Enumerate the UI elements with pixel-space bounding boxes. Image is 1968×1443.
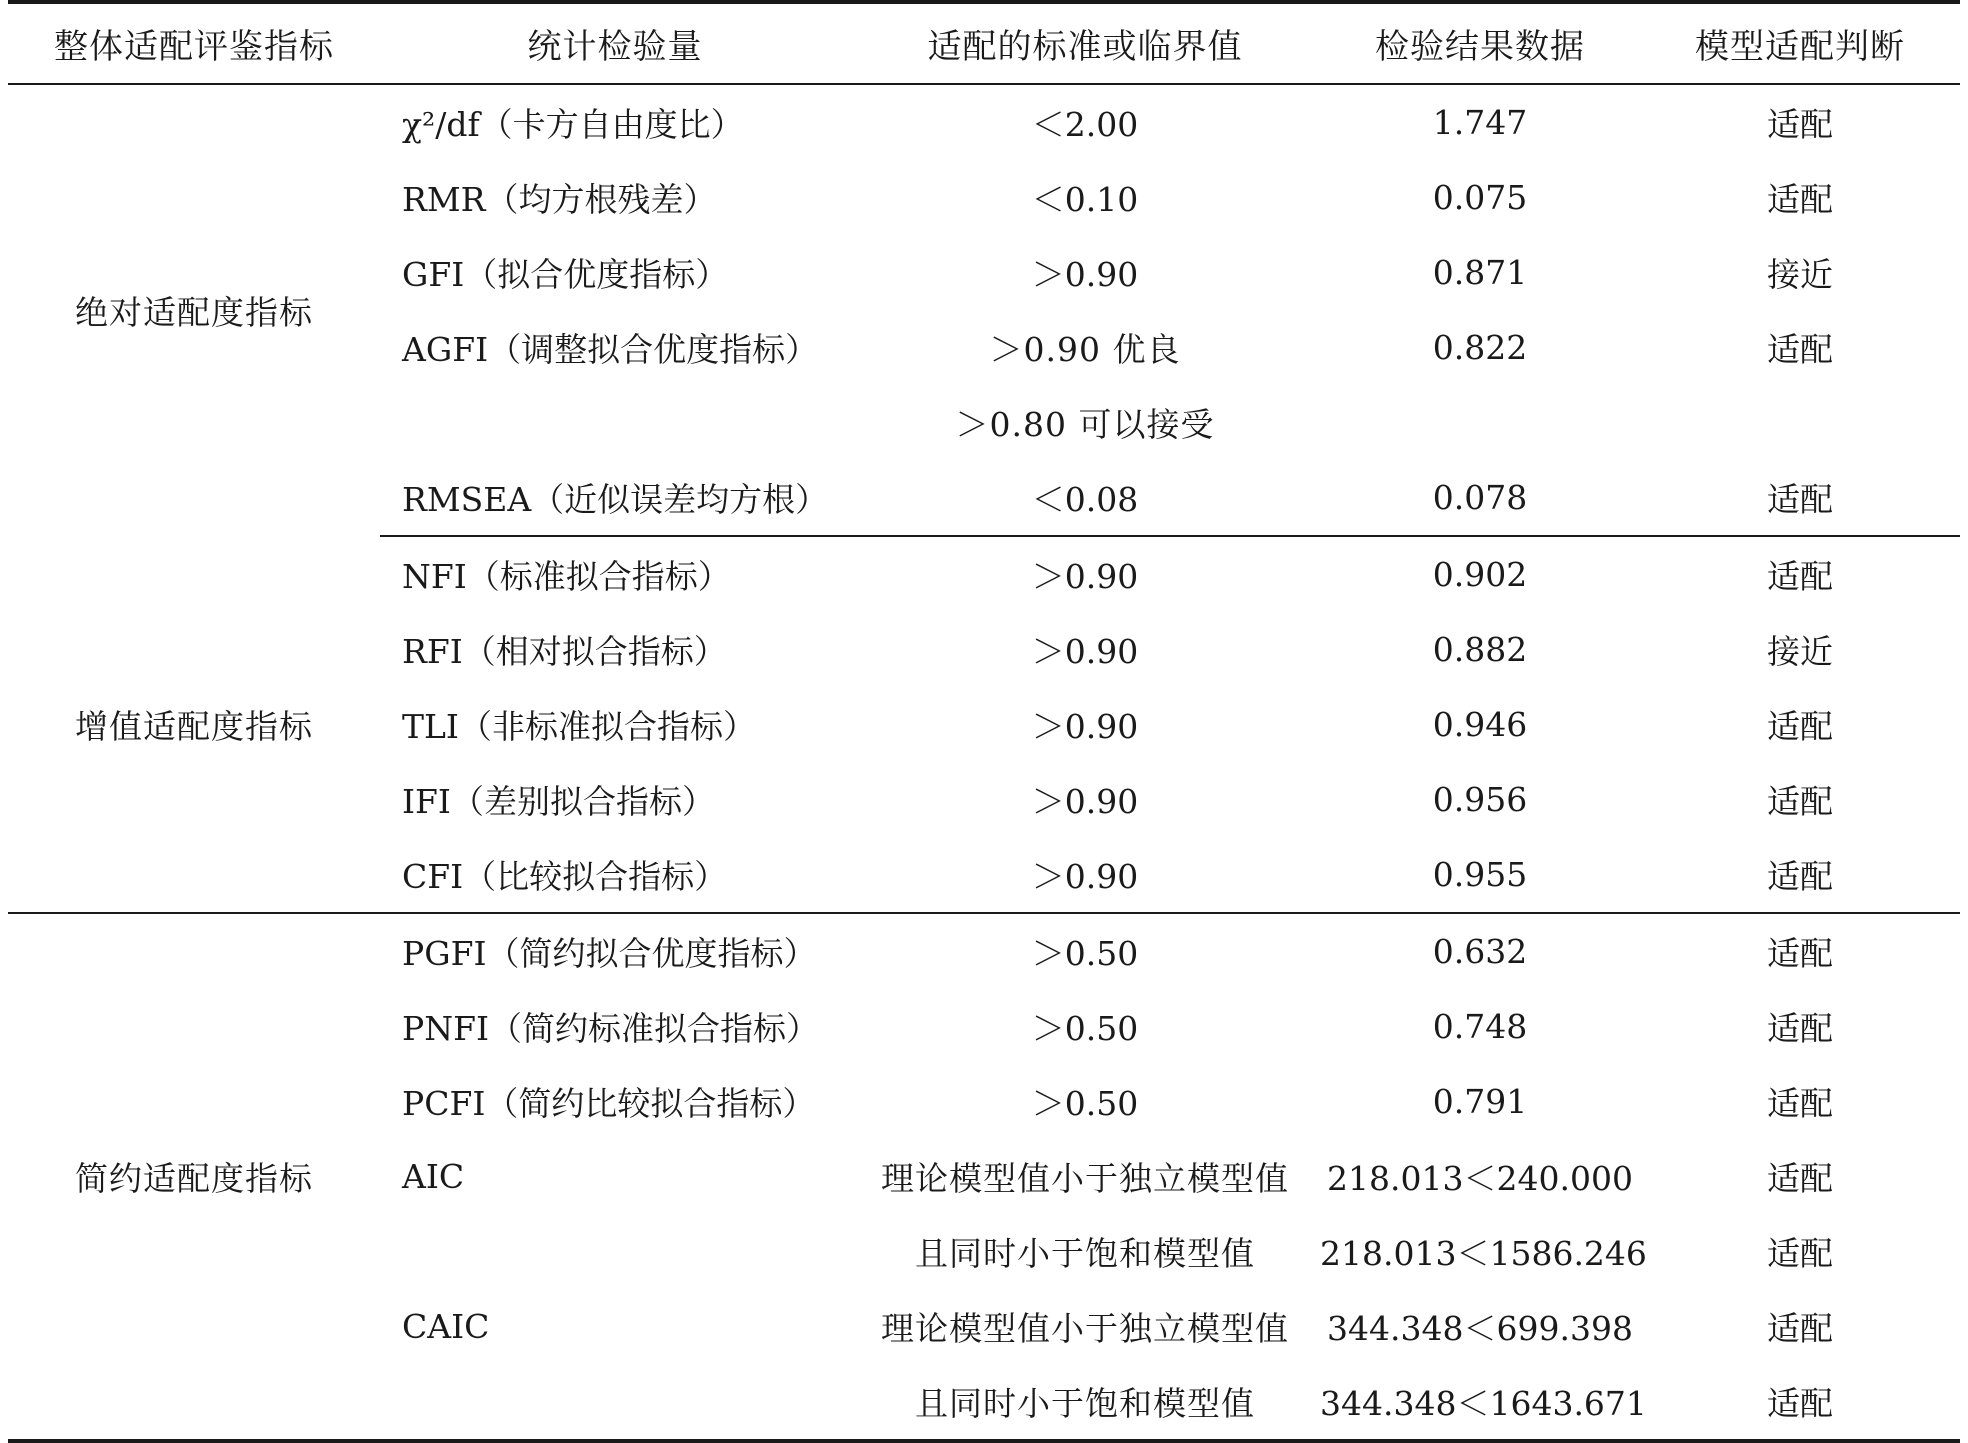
header-row [8, 2, 1960, 84]
criterion-cell: 理论模型值小于独立模型值 [881, 1159, 1289, 1198]
result-cell: 0.946 [1432, 705, 1528, 744]
criterion-cell: ＜0.10 [1031, 180, 1139, 219]
criterion-cell: ＜2.00 [1031, 105, 1139, 144]
criterion-cell: ＞0.90 [1031, 255, 1139, 294]
judgment-cell: 接近 [1767, 255, 1833, 294]
statistic-cell [380, 385, 850, 460]
criterion-cell: ＞0.90 优良 [989, 330, 1181, 369]
criterion-cell: ＞0.90 [1031, 632, 1139, 671]
judgment-cell: 适配 [1640, 1364, 1960, 1441]
result-cell [1320, 385, 1640, 460]
statistic-cell [380, 1364, 850, 1441]
statistic-cell [380, 1214, 850, 1289]
result-cell: 0.955 [1320, 837, 1640, 913]
statistic-cell: AIC [402, 1157, 465, 1196]
result-cell: 0.956 [1432, 780, 1528, 819]
criterion-cell: ＞0.90 [1031, 557, 1139, 596]
judgment-cell: 适配 [1767, 1009, 1833, 1048]
judgment-cell: 适配 [1767, 1159, 1833, 1198]
header-result: 检验结果数据 [1320, 2, 1640, 84]
statistic-cell: IFI（差别拟合指标） [402, 782, 715, 821]
judgment-cell: 适配 [1767, 1084, 1833, 1123]
judgment-cell: 适配 [1640, 460, 1960, 536]
criterion-cell: 理论模型值小于独立模型值 [881, 1309, 1289, 1348]
statistic-cell: GFI（拟合优度指标） [402, 255, 729, 294]
criterion-cell: 且同时小于饱和模型值 [850, 1364, 1320, 1441]
judgment-cell: 适配 [1767, 330, 1833, 369]
result-cell: 0.632 [1432, 932, 1528, 971]
criterion-cell: 且同时小于饱和模型值 [915, 1234, 1255, 1273]
statistic-cell: CFI（比较拟合指标） [380, 837, 850, 913]
table-body [8, 84, 1960, 1441]
table-row [8, 913, 1960, 989]
result-cell: 218.013＜240.000 [1327, 1159, 1633, 1198]
statistic-cell: CAIC [402, 1307, 490, 1346]
judgment-cell: 接近 [1767, 632, 1833, 671]
result-cell: 0.882 [1432, 630, 1528, 669]
statistic-cell: χ²/df（卡方自由度比） [402, 105, 744, 144]
result-cell: 0.791 [1432, 1082, 1528, 1121]
statistic-cell: NFI（标准拟合指标） [402, 557, 731, 596]
result-cell: 0.078 [1320, 460, 1640, 536]
header-judgment: 模型适配判断 [1640, 2, 1960, 84]
header-statistic: 统计检验量 [380, 2, 850, 84]
judgment-cell: 适配 [1767, 707, 1833, 746]
judgment-cell: 适配 [1767, 782, 1833, 821]
statistic-cell: PGFI（简约拟合优度指标） [402, 934, 817, 973]
table-row [8, 536, 1960, 612]
judgment-cell: 适配 [1767, 180, 1833, 219]
result-cell: 218.013＜1586.246 [1320, 1234, 1647, 1273]
judgment-cell: 适配 [1767, 1234, 1833, 1273]
judgment-cell: 适配 [1767, 105, 1833, 144]
category-cell: 简约适配度指标 [8, 913, 380, 1441]
model-fit-table [8, 0, 1960, 1443]
result-cell: 1.747 [1432, 103, 1528, 142]
statistic-cell: RMSEA（近似误差均方根） [380, 460, 850, 536]
table-header [8, 2, 1960, 84]
result-cell: 0.822 [1432, 328, 1528, 367]
result-cell: 0.748 [1432, 1007, 1528, 1046]
statistic-cell: AGFI（调整拟合优度指标） [402, 330, 819, 369]
result-cell: 0.902 [1432, 555, 1528, 594]
criterion-cell: ＜0.08 [850, 460, 1320, 536]
statistic-cell: RMR（均方根残差） [402, 180, 717, 219]
criterion-cell: ＞0.50 [1031, 934, 1139, 973]
result-cell: 0.871 [1432, 253, 1528, 292]
header-category: 整体适配评鉴指标 [8, 2, 380, 84]
statistic-cell: RFI（相对拟合指标） [402, 632, 727, 671]
criterion-cell: ＞0.50 [1031, 1084, 1139, 1123]
category-cell: 增值适配度指标 [8, 536, 380, 913]
judgment-cell: 适配 [1767, 557, 1833, 596]
judgment-cell: 适配 [1767, 934, 1833, 973]
table-row [8, 84, 1960, 160]
criterion-cell: ＞0.90 [1031, 707, 1139, 746]
result-cell: 344.348＜1643.671 [1320, 1364, 1640, 1441]
statistic-cell: PNFI（简约标准拟合指标） [402, 1009, 820, 1048]
criterion-cell: ＞0.50 [1031, 1009, 1139, 1048]
result-cell: 0.075 [1432, 178, 1528, 217]
judgment-cell [1640, 385, 1960, 460]
criterion-cell: ＞0.90 [850, 837, 1320, 913]
judgment-cell: 适配 [1767, 1309, 1833, 1348]
category-cell: 绝对适配度指标 [75, 293, 313, 332]
judgment-cell: 适配 [1640, 837, 1960, 913]
statistic-cell: PCFI（简约比较拟合指标） [402, 1084, 816, 1123]
statistic-cell: TLI（非标准拟合指标） [402, 707, 756, 746]
criterion-cell: ＞0.90 [1031, 782, 1139, 821]
criterion-cell: ＞0.80 可以接受 [955, 405, 1215, 444]
header-criterion: 适配的标准或临界值 [850, 2, 1320, 84]
result-cell: 344.348＜699.398 [1327, 1309, 1633, 1348]
